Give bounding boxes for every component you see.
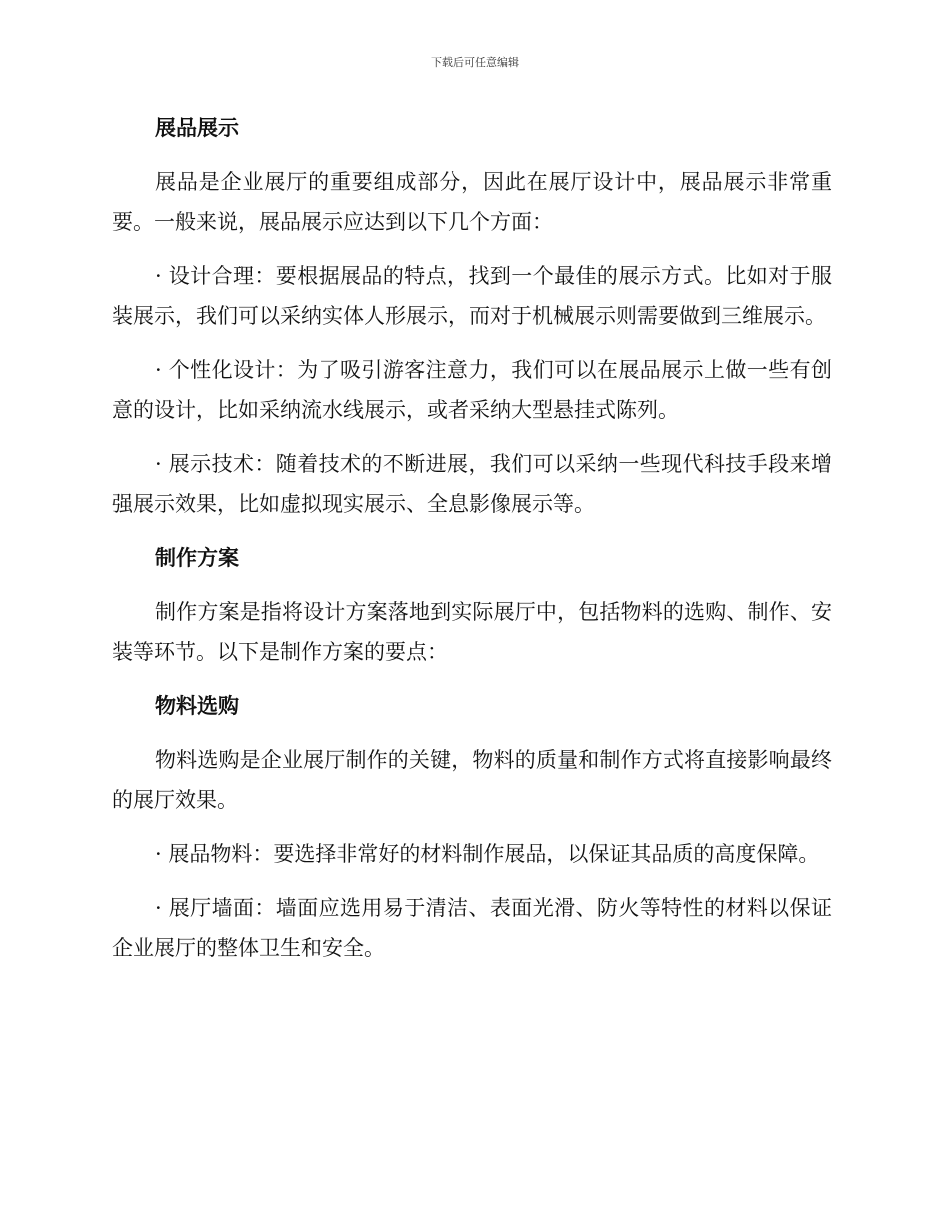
section-heading-exhibit-display: 展品展示 bbox=[155, 116, 239, 140]
production-plan-intro: 制作方案是指将设计方案落地到实际展厅中，包括物料的选购、制作、安装等环节。以下是制作方案的要点： bbox=[112, 600, 832, 664]
bullet-paragraph: · 展厅墙面：墙面应选用易于清洁、表面光滑、防火等特性的材料以保证企业展厅的整体卫生和安全。 bbox=[112, 896, 832, 960]
bullet-paragraph: · 展品物料：要选择非常好的材料制作展品，以保证其品质的高度保障。 bbox=[155, 842, 820, 866]
material-purchase-intro: 物料选购是企业展厅制作的关键，物料的质量和制作方式将直接影响最终的展厅效果。 bbox=[112, 748, 832, 812]
section-heading-production-plan: 制作方案 bbox=[155, 546, 239, 570]
document-body bbox=[112, 108, 832, 982]
bullet-paragraph: · 展示技术：随着技术的不断进展，我们可以采纳一些现代科技手段来增强展示效果，比如虚拟现实展示、全息影像展示等。 bbox=[112, 452, 832, 516]
exhibit-display-intro: 展品是企业展厅的重要组成部分，因此在展厅设计中，展品展示非常重要。一般来说，展品展示应达到以下几个方面： bbox=[112, 170, 832, 234]
header-note: 下载后可任意编辑 bbox=[431, 56, 519, 69]
section-heading-material-purchase: 物料选购 bbox=[155, 694, 239, 718]
bullet-paragraph: · 个性化设计：为了吸引游客注意力，我们可以在展品展示上做一些有创意的设计，比如采纳流水线展示，或者采纳大型悬挂式陈列。 bbox=[112, 358, 832, 422]
bullet-paragraph: · 设计合理：要根据展品的特点，找到一个最佳的展示方式。比如对于服装展示，我们可以采纳实体人形展示，而对于机械展示则需要做到三维展示。 bbox=[112, 264, 832, 328]
